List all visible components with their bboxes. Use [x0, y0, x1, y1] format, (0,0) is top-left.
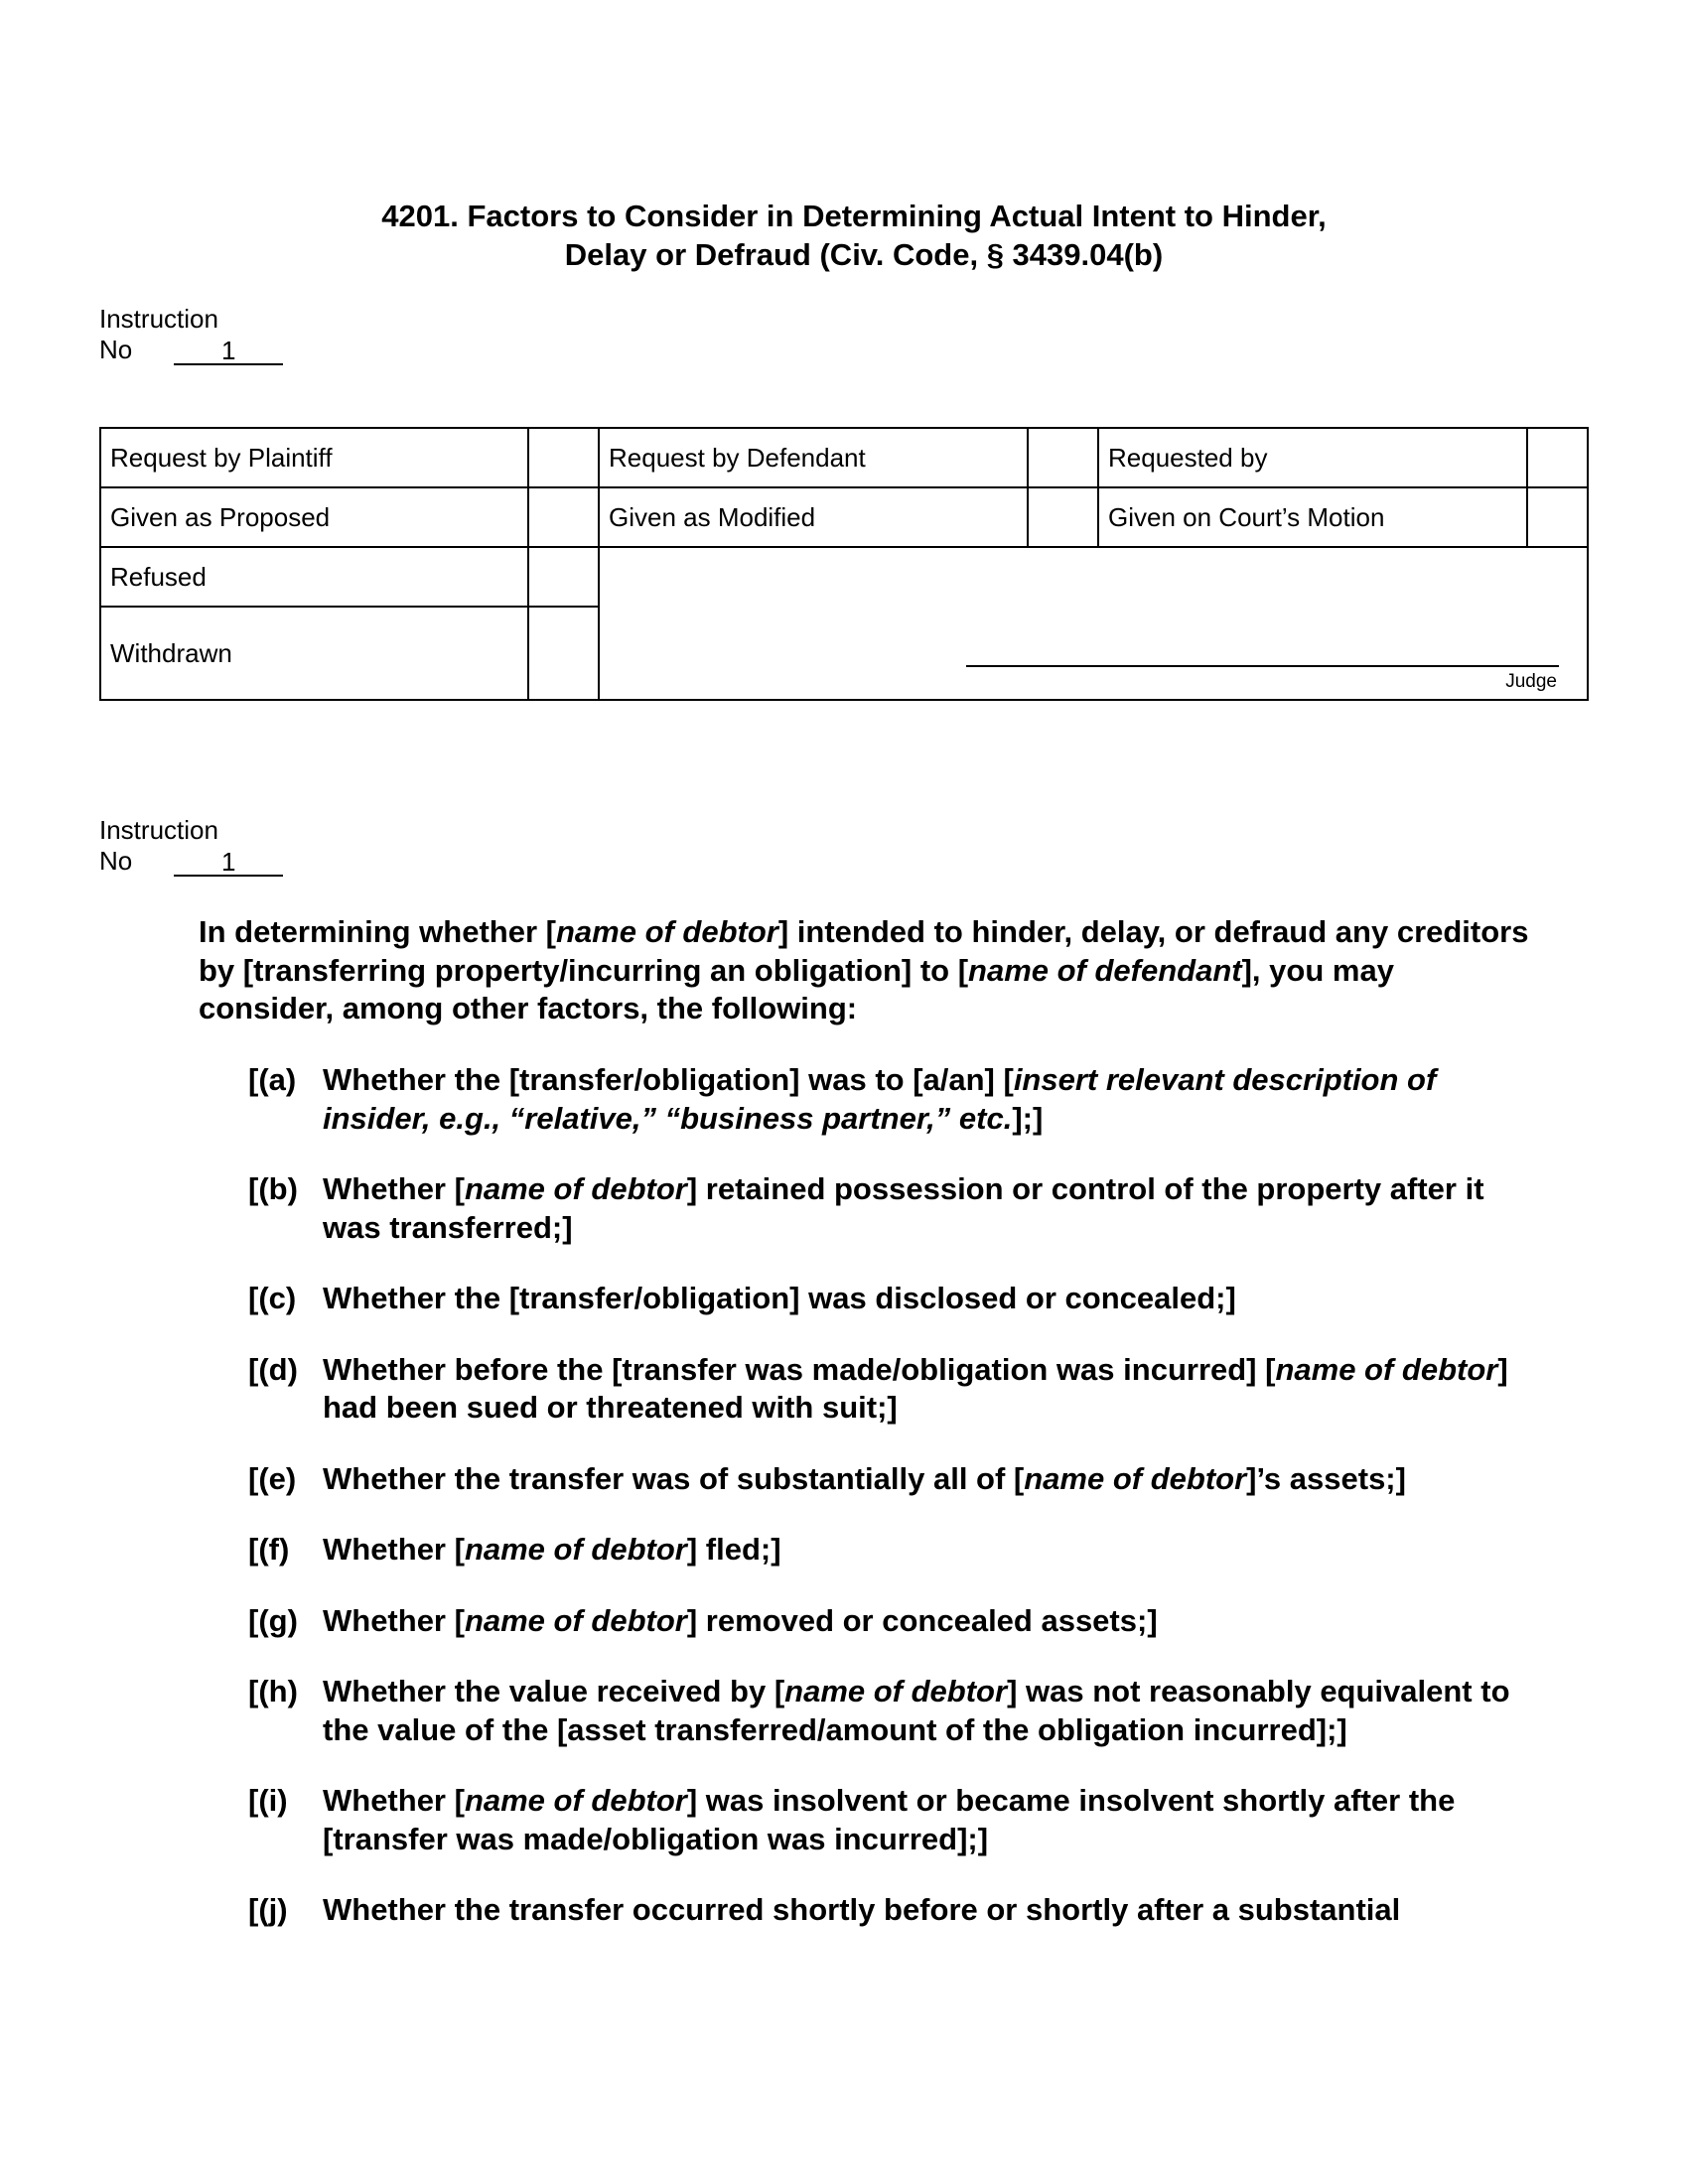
- given-on-courts-motion-checkbox[interactable]: [1527, 487, 1588, 547]
- factor-placeholder: name of debtor: [1024, 1460, 1247, 1496]
- factor-label: [(f): [248, 1532, 290, 1567]
- instruction-disposition-form: [99, 427, 1589, 701]
- intro-placeholder: name of debtor: [555, 914, 778, 949]
- factor-item: [248, 1280, 1539, 1318]
- instruction-number-top: [99, 304, 283, 365]
- factor-text-part: Whether [: [323, 1532, 465, 1567]
- factor-label: [(d): [248, 1351, 298, 1387]
- instruction-number-bottom: [99, 815, 283, 877]
- factor-placeholder: name of debtor: [464, 1602, 687, 1638]
- judge-signature-area: [599, 547, 1588, 700]
- factor-placeholder: name of debtor: [784, 1674, 1008, 1708]
- factor-text-part: ] fled;]: [686, 1532, 781, 1567]
- factor-text-part: Whether the [transfer/obligation] was disclosed or concealed;]: [323, 1281, 1236, 1315]
- intro-text: ], you may consider, among other factors, the following:: [199, 952, 1394, 1025]
- factor-text: [323, 1673, 1534, 1749]
- judge-signature-line[interactable]: [966, 665, 1559, 667]
- factor-placeholder: name of debtor: [464, 1171, 687, 1206]
- factor-text-part: ] had been sued or threatened with suit;]: [323, 1351, 1508, 1425]
- request-by-defendant-checkbox[interactable]: [1028, 428, 1098, 487]
- factor-item: [248, 1351, 1539, 1428]
- instruction-intro: [199, 913, 1529, 1028]
- withdrawn-checkbox[interactable]: [528, 607, 599, 700]
- factor-text-part: ] was not reasonably equivalent to the value of the [asset transferred/amount of the obligation incurred];]: [323, 1674, 1510, 1747]
- factor-item: [248, 1782, 1539, 1858]
- factor-text-part: Whether the value received by [: [323, 1674, 785, 1708]
- given-as-proposed-checkbox[interactable]: [528, 487, 599, 547]
- request-by-plaintiff-label: Request by Plaintiff: [100, 428, 528, 487]
- factor-placeholder: name of debtor: [464, 1783, 687, 1818]
- factor-text: [323, 1351, 1534, 1428]
- judge-label: Judge: [1505, 671, 1557, 692]
- factor-text: [323, 1061, 1534, 1138]
- factor-label: [(a): [248, 1062, 297, 1097]
- refused-label: Refused: [100, 547, 528, 607]
- factor-text-part: ]’s assets;]: [1246, 1460, 1406, 1496]
- requested-by-label: Requested by: [1098, 428, 1527, 487]
- factor-label: [(b): [248, 1171, 298, 1206]
- factor-item: [248, 1531, 1539, 1570]
- factor-label: [(i): [248, 1783, 288, 1818]
- factor-text: [323, 1280, 1534, 1318]
- page-title: [0, 197, 1688, 274]
- factor-item: [248, 1460, 1539, 1499]
- instruction-number-field[interactable]: 1: [174, 849, 283, 877]
- factor-text-part: Whether before the [transfer was made/obligation was incurred] [: [323, 1351, 1276, 1387]
- title-line-2: Delay or Defraud (Civ. Code, § 3439.04(b): [564, 237, 1164, 272]
- instruction-no-label: No: [99, 335, 133, 364]
- factor-placeholder: name of debtor: [464, 1532, 687, 1567]
- factor-label: [(h): [248, 1674, 298, 1708]
- factor-label: [(c): [248, 1281, 297, 1315]
- given-on-courts-motion-label: Given on Court’s Motion: [1098, 487, 1527, 547]
- instruction-no-label: No: [99, 846, 133, 876]
- given-as-proposed-label: Given as Proposed: [100, 487, 528, 547]
- instruction-label: Instruction: [99, 815, 218, 845]
- request-by-defendant-label: Request by Defendant: [599, 428, 1028, 487]
- factor-text-part: Whether [: [323, 1602, 465, 1638]
- factor-text-part: Whether the transfer occurred shortly before or shortly after a substantial: [323, 1892, 1401, 1927]
- factor-text-part: Whether the transfer was of substantially all of [: [323, 1460, 1025, 1496]
- title-line-1: 4201. Factors to Consider in Determining Actual Intent to Hinder,: [381, 199, 1327, 233]
- factor-text: [323, 1460, 1534, 1499]
- factor-item: [248, 1170, 1539, 1247]
- intro-placeholder: name of defendant: [968, 952, 1242, 988]
- instruction-label: Instruction: [99, 304, 218, 334]
- factor-text: [323, 1170, 1534, 1247]
- factor-text-part: ] was insolvent or became insolvent shortly after the [transfer was made/obligation was incurred];]: [323, 1783, 1456, 1856]
- factor-text: [323, 1891, 1534, 1930]
- factor-label: [(j): [248, 1892, 288, 1927]
- factor-placeholder: name of debtor: [1275, 1351, 1498, 1387]
- factor-text-part: ] removed or concealed assets;]: [686, 1602, 1158, 1638]
- factor-text-part: ] retained possession or control of the property after it was transferred;]: [323, 1171, 1484, 1245]
- requested-by-checkbox[interactable]: [1527, 428, 1588, 487]
- factor-text-part: Whether [: [323, 1783, 465, 1818]
- factor-text-part: ];]: [1012, 1100, 1044, 1136]
- refused-checkbox[interactable]: [528, 547, 599, 607]
- instruction-number-field[interactable]: 1: [174, 338, 283, 365]
- factor-text: [323, 1782, 1534, 1858]
- factor-text: [323, 1531, 1534, 1570]
- withdrawn-label: Withdrawn: [100, 607, 528, 700]
- factor-item: [248, 1602, 1539, 1641]
- given-as-modified-checkbox[interactable]: [1028, 487, 1098, 547]
- factor-text-part: Whether the [transfer/obligation] was to [a/an] [: [323, 1062, 1014, 1097]
- factor-list: [248, 1061, 1539, 1963]
- factor-text-part: Whether [: [323, 1171, 465, 1206]
- intro-text: In determining whether [: [199, 914, 556, 949]
- factor-text: [323, 1602, 1534, 1641]
- factor-label: [(e): [248, 1460, 297, 1496]
- factor-item: [248, 1061, 1539, 1138]
- factor-item: [248, 1891, 1539, 1930]
- intro-text: ] intended to hinder, delay, or defraud any creditors by [transferring property/incurring an obligation] to [: [199, 914, 1529, 988]
- factor-item: [248, 1673, 1539, 1749]
- intro-paragraph: [199, 913, 1529, 1028]
- factor-placeholder: insert relevant description of insider, e.g., “relative,” “business partner,” etc.: [323, 1062, 1437, 1136]
- request-by-plaintiff-checkbox[interactable]: [528, 428, 599, 487]
- given-as-modified-label: Given as Modified: [599, 487, 1028, 547]
- factor-label: [(g): [248, 1602, 298, 1638]
